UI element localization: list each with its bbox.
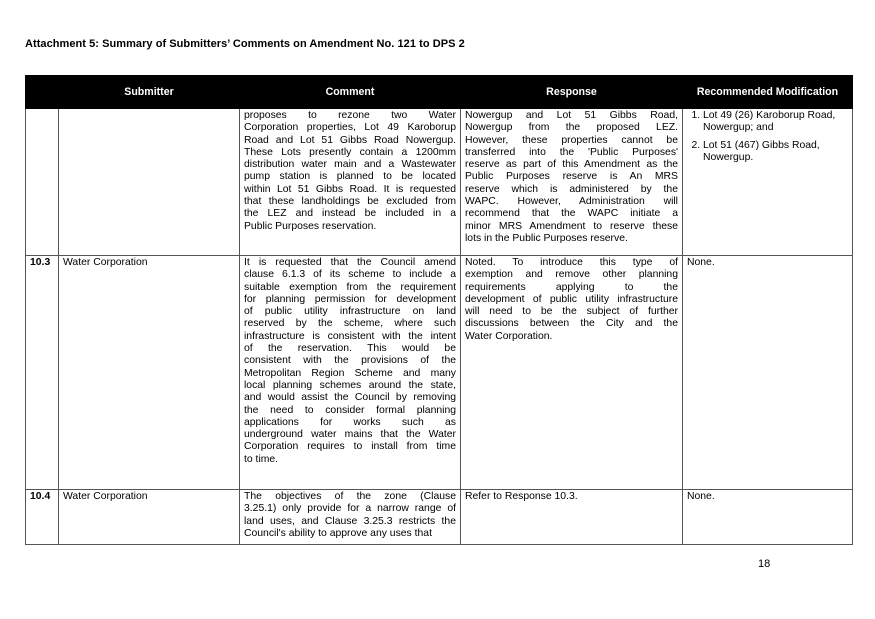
text-line: pump station is planned to be located bbox=[244, 171, 456, 183]
modification-item: 1. Lot 49 (26) Karoborup Road, Nowergup; and bbox=[703, 110, 848, 135]
text-line: Metropolitan Region Scheme and many bbox=[244, 367, 456, 379]
text-line: reserved by the scheme, where such bbox=[244, 318, 456, 330]
text-line: consistent with the provisions of the bbox=[244, 355, 456, 367]
text-line: Council's ability to approve any uses that bbox=[244, 527, 432, 539]
header-response: Response bbox=[461, 76, 683, 109]
text-line: suitable exemption from the requirement bbox=[244, 281, 456, 293]
text-line: Water Corporation. bbox=[465, 330, 553, 342]
row-number bbox=[26, 109, 59, 256]
table-row bbox=[26, 109, 853, 256]
row-submitter: Water Corporation bbox=[59, 490, 240, 545]
text-line: and would assist the Council by removing bbox=[244, 392, 456, 404]
text-line: proposes to rezone two Water bbox=[244, 110, 456, 121]
row-comment bbox=[240, 109, 461, 256]
text-line: requirements applying to the bbox=[465, 281, 678, 293]
table-body bbox=[26, 109, 853, 545]
text-line: transferred into the 'Public Purposes' bbox=[465, 146, 678, 158]
text-line: distribution water main and a Wastewater bbox=[244, 159, 456, 171]
text-line: the need to consider formal planning bbox=[244, 404, 456, 416]
header-submitter: Submitter bbox=[59, 76, 240, 109]
text-line: Corporation properties, Lot 49 Karoborup bbox=[244, 122, 456, 134]
text-line: within Lot 51 Gibbs Road. It is requested bbox=[244, 183, 456, 195]
text-line: will need to be the subject of further bbox=[465, 306, 678, 318]
table-row bbox=[26, 256, 853, 490]
text-line: WAPC. However, Administration will bbox=[465, 196, 678, 208]
row-number: 10.4 bbox=[26, 490, 59, 545]
text-line: Nowergup and Lot 51 Gibbs Road, bbox=[465, 110, 678, 121]
text-line: Refer to Response 10.3. bbox=[465, 491, 578, 502]
text-line: local planning schemes around the state, bbox=[244, 379, 456, 391]
document-title: Attachment 5: Summary of Submitters’ Comments on Amendment No. 121 to DPS 2 bbox=[25, 38, 465, 50]
text-line: Public Purposes reservation. bbox=[244, 220, 377, 232]
text-line: 3.25.1) only provide for a narrow range of bbox=[244, 503, 456, 515]
text-line: lots in the Public Purposes reserve. bbox=[465, 232, 628, 244]
text-line: of the reservation. This would be bbox=[244, 343, 456, 355]
text-line: to time. bbox=[244, 453, 279, 465]
table-header-row bbox=[26, 76, 853, 109]
text-line: Noted. To introduce this type of bbox=[465, 257, 678, 268]
modification-item: 2. Lot 51 (467) Gibbs Road, Nowergup. bbox=[703, 140, 848, 165]
header-number bbox=[26, 76, 59, 109]
row-response bbox=[461, 109, 683, 256]
modification-list bbox=[687, 110, 848, 164]
text-line: clause 6.1.3 of its scheme to include a bbox=[244, 269, 456, 281]
table-row bbox=[26, 490, 853, 545]
text-line: Road and Lot 51 Gibbs Road Nowergup. bbox=[244, 134, 456, 146]
text-line: for planning permission for development bbox=[244, 293, 456, 305]
text-line: reserve which is administered by the bbox=[465, 183, 678, 195]
text-line: Nowergup from the proposed LEZ. bbox=[465, 122, 678, 134]
text-line: reserve as part of this Amendment as the bbox=[465, 159, 678, 171]
row-submitter: Water Corporation bbox=[59, 256, 240, 490]
row-modification: None. bbox=[683, 490, 853, 545]
header-modification: Recommended Modification bbox=[683, 76, 853, 109]
submissions-table bbox=[25, 75, 853, 545]
text-line: infrastructure is consistent with the intent bbox=[244, 330, 456, 342]
row-modification: None. bbox=[683, 256, 853, 490]
row-response bbox=[461, 256, 683, 490]
text-line: development of public utility infrastructure bbox=[465, 293, 678, 305]
text-line: However, these properties cannot be bbox=[465, 134, 678, 146]
text-line: Corporation requires to install from time bbox=[244, 441, 456, 453]
row-comment bbox=[240, 256, 461, 490]
text-line: The objectives of the zone (Clause bbox=[244, 491, 456, 502]
text-line: the LEZ and instead be included in a bbox=[244, 208, 456, 220]
row-comment bbox=[240, 490, 461, 545]
text-line: It is requested that the Council amend bbox=[244, 257, 456, 268]
text-line: of public utility infrastructure on land bbox=[244, 306, 456, 318]
header-comment: Comment bbox=[240, 76, 461, 109]
text-line: applications for works such as bbox=[244, 416, 456, 428]
text-line: that these landholdings be excluded from bbox=[244, 196, 456, 208]
text-line: recommend that the WAPC initiate a bbox=[465, 208, 678, 220]
text-line: Public Purposes reserve is An MRS bbox=[465, 171, 678, 183]
text-line: minor MRS Amendment to reserve these bbox=[465, 220, 678, 232]
page-number: 18 bbox=[758, 558, 771, 570]
text-line: underground water mains that the Water bbox=[244, 429, 456, 441]
text-line: exemption and remove other planning bbox=[465, 269, 678, 281]
row-number: 10.3 bbox=[26, 256, 59, 490]
text-line: These Lots presently contain a 1200mm bbox=[244, 146, 456, 158]
row-submitter bbox=[59, 109, 240, 256]
row-response bbox=[461, 490, 683, 545]
row-modification bbox=[683, 109, 853, 256]
text-line: discussions between the City and the bbox=[465, 318, 678, 330]
text-line: land uses, and Clause 3.25.3 restricts the bbox=[244, 515, 456, 527]
